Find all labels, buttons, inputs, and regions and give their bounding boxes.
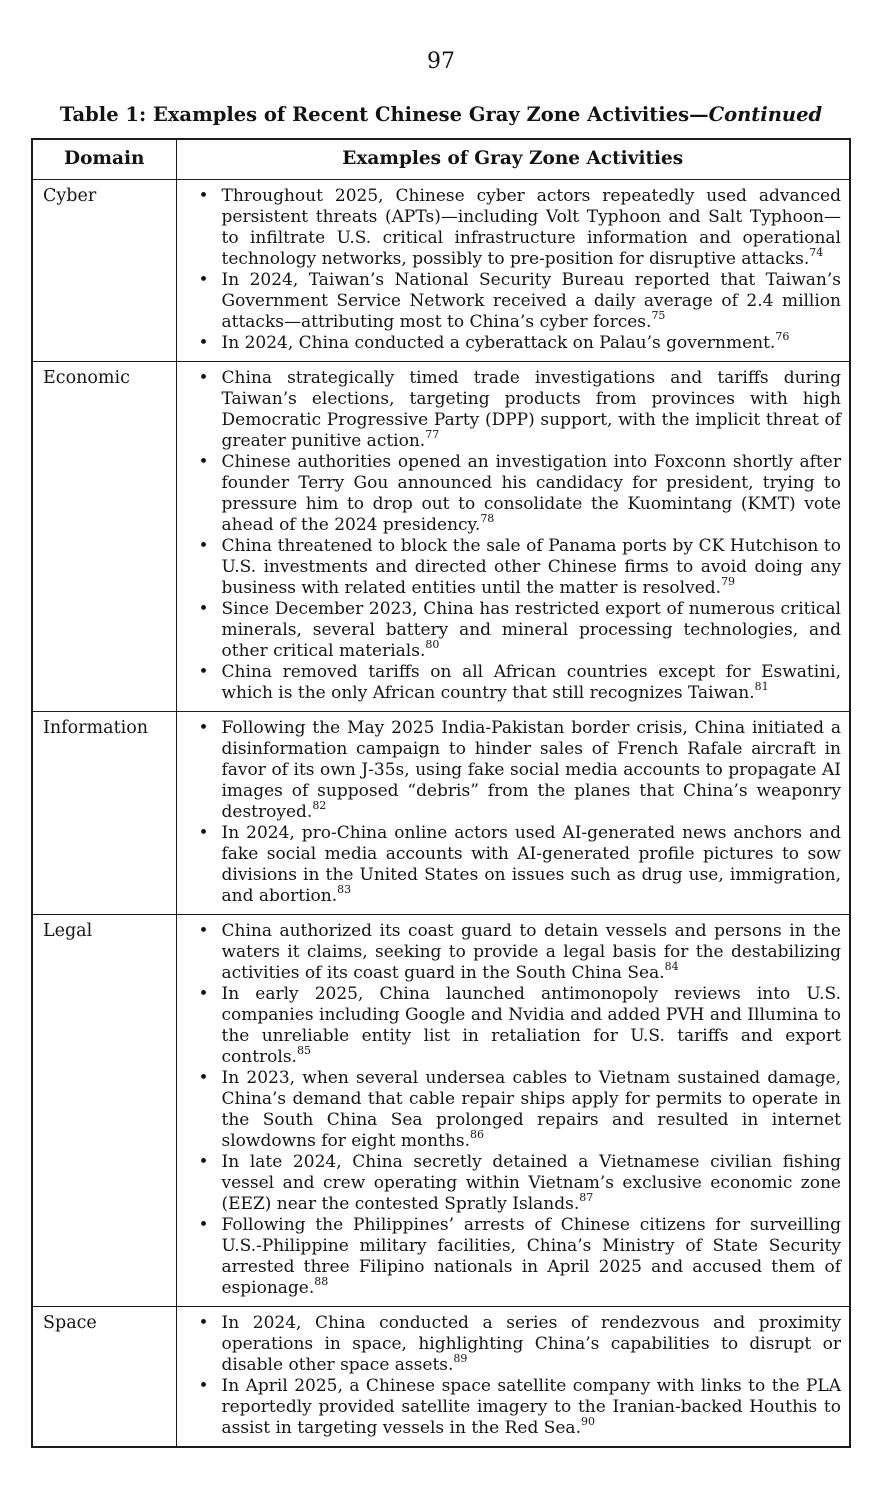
bullet-item [194, 823, 842, 907]
bullet-text: Since December 2023, China has restricted export of numerous critical minerals, several battery and mineral processing technologies, and other critical materials. [221, 599, 841, 661]
bullet-text: Following the Philippines’ arrests of Chinese citizens for surveilling U.S.-Philippine military facilities, China’s Ministry of State Security arrested three Filipino nationals in April 2025 and accused them of espionage. [221, 1215, 841, 1298]
bullet-text: In 2024, pro-China online actors used AI-generated news anchors and fake social media accounts with AI-generated profile pictures to sow divisions in the United States on issues such as drug use, immigration, and abortion. [221, 823, 841, 906]
bullet-item [194, 921, 842, 984]
table-row [32, 1307, 850, 1448]
bullet-text: China removed tariffs on all African countries except for Eswatini, which is the only African country that still recognizes Taiwan. [221, 662, 841, 703]
column-header-domain: Domain [32, 139, 176, 180]
bullet-text: Throughout 2025, Chinese cyber actors repeatedly used advanced persistent threats (APTs)—including Volt Typhoon and Salt Typhoon—to infiltrate U.S. critical infrastructure information and operational technology networks, possibly to pre-position for disruptive attacks. [221, 186, 841, 269]
bullet-item [194, 1376, 842, 1439]
domain-cell: Space [32, 1307, 176, 1448]
footnote-reference: 87 [579, 1191, 594, 1205]
footnote-reference: 86 [470, 1128, 485, 1142]
bullet-item [194, 599, 842, 662]
bullet-item [194, 662, 842, 704]
bullet-text: China threatened to block the sale of Panama ports by CK Hutchison to U.S. investments and directed other Chinese firms to avoid doing any business with related entities until the matter is resolved. [221, 536, 841, 598]
footnote-reference: 88 [314, 1275, 329, 1289]
domain-cell: Cyber [32, 180, 176, 362]
table-row [32, 362, 850, 712]
domain-cell: Economic [32, 362, 176, 712]
bullet-list [194, 368, 842, 704]
bullet-item [194, 718, 842, 823]
column-header-examples: Examples of Gray Zone Activities [176, 139, 850, 180]
footnote-reference: 78 [480, 512, 495, 526]
table-title-main: Table 1: Examples of Recent Chinese Gray Zone Activities— [59, 103, 709, 126]
bullet-item [194, 1215, 842, 1299]
bullet-item [194, 452, 842, 536]
bullet-text: In 2024, China conducted a series of rendezvous and proximity operations in space, highlighting China’s capabilities to disrupt or disable other space assets. [221, 1313, 841, 1375]
bullet-text: In 2024, Taiwan’s National Security Bureau reported that Taiwan’s Government Service Network received a daily average of 2.4 million attacks—attributing most to China’s cyber forces. [221, 270, 841, 332]
bullet-list [194, 1313, 842, 1439]
bullet-item [194, 270, 842, 333]
examples-cell [176, 712, 850, 915]
footnote-reference: 83 [337, 883, 352, 897]
bullet-text: In late 2024, China secretly detained a Vietnamese civilian fishing vessel and crew operating within Vietnam’s exclusive economic zone (EEZ) near the contested Spratly Islands. [221, 1152, 841, 1214]
bullet-list [194, 921, 842, 1299]
bullet-item [194, 1068, 842, 1152]
footnote-reference: 74 [809, 246, 824, 260]
footnote-reference: 75 [651, 309, 666, 323]
footnote-reference: 79 [721, 575, 736, 589]
bullet-text: In April 2025, a Chinese space satellite company with links to the PLA reportedly provided satellite imagery to the Iranian-backed Houthis to assist in targeting vessels in the Red Sea. [221, 1376, 841, 1438]
bullet-text: Chinese authorities opened an investigation into Foxconn shortly after founder Terry Gou announced his candidacy for president, trying to pressure him to drop out to consolidate the Kuomintang (KMT) vote ahead of the 2024 presidency. [221, 452, 841, 535]
page-number: 97 [427, 49, 455, 74]
bullet-item [194, 1152, 842, 1215]
bullet-item [194, 368, 842, 452]
footnote-reference: 84 [664, 960, 679, 974]
bullet-item [194, 984, 842, 1068]
examples-cell [176, 362, 850, 712]
bullet-text: China strategically timed trade investigations and tariffs during Taiwan’s elections, targeting products from provinces with high Democratic Progressive Party (DPP) support, with the implicit threat of greater punitive action. [221, 368, 841, 451]
bullet-list [194, 718, 842, 907]
bullet-text: Following the May 2025 India-Pakistan border crisis, China initiated a disinformation campaign to hinder sales of French Rafale aircraft in favor of its own J-35s, using fake social media accounts to propagate AI images of supposed “debris” from the planes that China’s weaponry destroyed. [221, 718, 841, 822]
table-header-row [32, 139, 850, 180]
table-title-continued: Continued [708, 103, 823, 126]
table-row [32, 915, 850, 1307]
table-body [32, 180, 850, 1448]
bullet-list [194, 186, 842, 354]
bullet-text: In 2024, China conducted a cyberattack on Palau’s government. [221, 333, 776, 353]
table-title [0, 103, 882, 127]
table-row [32, 180, 850, 362]
bullet-text: In 2023, when several undersea cables to Vietnam sustained damage, China’s demand that cable repair ships apply for permits to operate in the South China Sea prolonged repairs and resulted in internet slowdowns for eight months. [221, 1068, 841, 1151]
examples-cell [176, 915, 850, 1307]
footnote-reference: 76 [775, 330, 790, 344]
bullet-item [194, 536, 842, 599]
bullet-item [194, 330, 842, 354]
footnote-reference: 80 [425, 638, 440, 652]
examples-cell [176, 1307, 850, 1448]
footnote-reference: 85 [296, 1044, 311, 1058]
gray-zone-activities-table [31, 138, 851, 1448]
domain-cell: Information [32, 712, 176, 915]
footnote-reference: 89 [453, 1352, 468, 1366]
table-row [32, 712, 850, 915]
footnote-reference: 82 [312, 799, 327, 813]
bullet-text: In early 2025, China launched antimonopoly reviews into U.S. companies including Google and Nvidia and added PVH and Illumina to the unreliable entity list in retaliation for U.S. tariffs and export controls. [221, 984, 841, 1067]
footnote-reference: 81 [754, 680, 769, 694]
footnote-reference: 90 [580, 1415, 595, 1429]
bullet-item [194, 1313, 842, 1376]
footnote-reference: 77 [425, 428, 440, 442]
domain-cell: Legal [32, 915, 176, 1307]
bullet-item [194, 186, 842, 270]
bullet-text: China authorized its coast guard to detain vessels and persons in the waters it claims, seeking to provide a legal basis for the destabilizing activities of its coast guard in the South China Sea. [221, 921, 841, 983]
examples-cell [176, 180, 850, 362]
